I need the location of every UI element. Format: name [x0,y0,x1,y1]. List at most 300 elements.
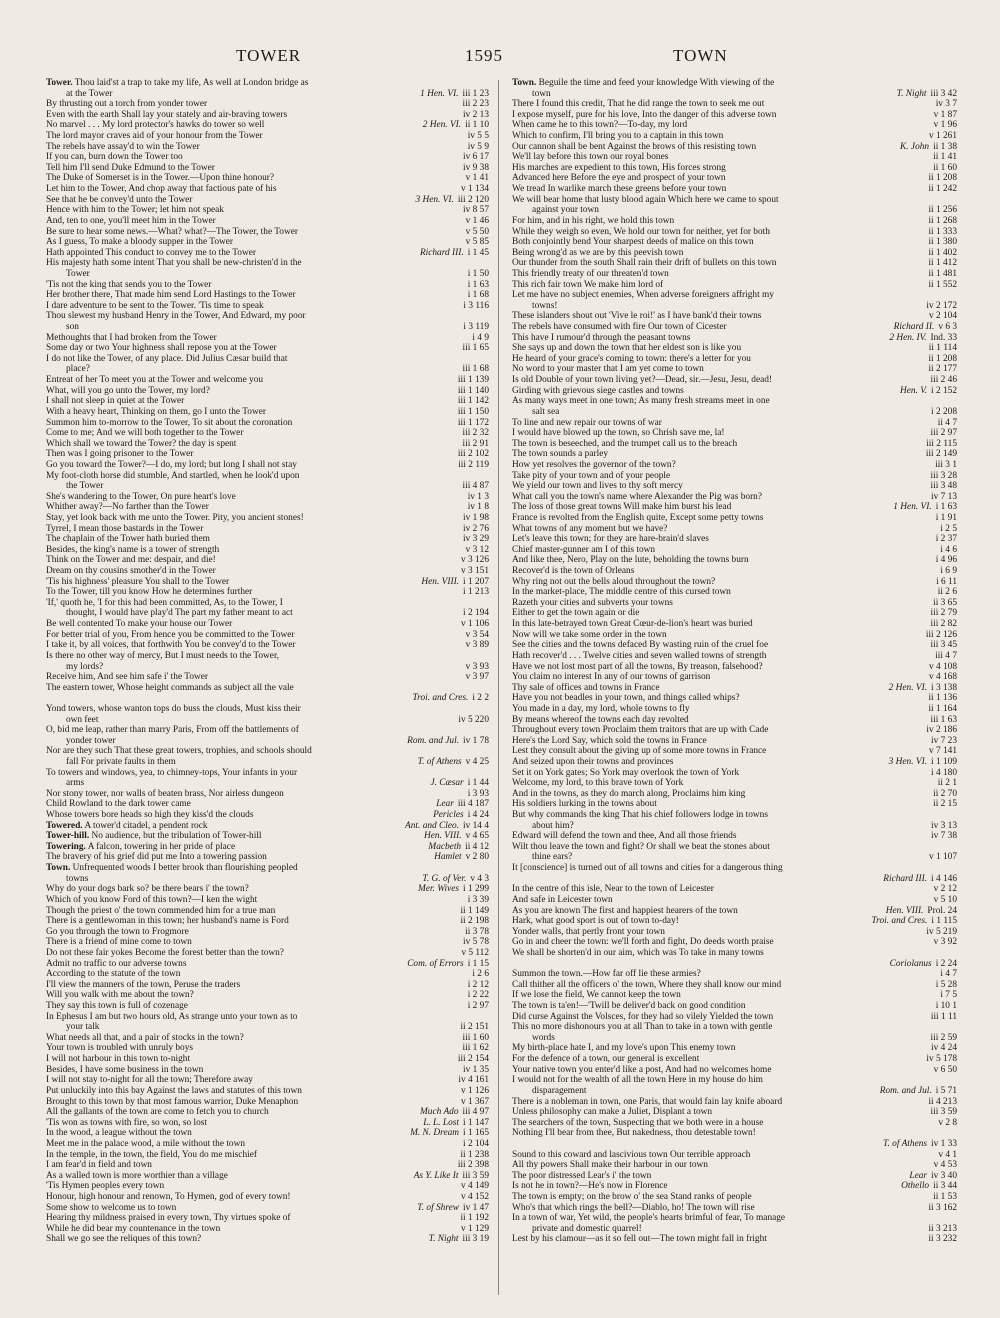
act-scene-line: i 2 5 [940,523,957,534]
quotation-text [46,821,208,831]
quotation-text [46,110,287,120]
quotation: Thou laid'st a trap to take my life, As well at London bridge as [74,78,309,88]
quotation-text [512,1054,699,1064]
citation [460,343,489,354]
quotation-text [512,768,739,778]
quotation-text [512,386,684,396]
act-scene-line: ii 4 213 [928,1096,957,1107]
act-scene-line: iii 1 60 [462,1032,489,1043]
quotation-text [512,354,751,364]
quotation-text [46,842,235,852]
act-scene-line: v 1 134 [460,184,489,195]
concordance-line [46,216,489,227]
quotation: Receive him, And see him safe i' the Tower [46,672,208,683]
act-scene-line: iv 3 7 [935,99,957,110]
quotation-text [512,322,727,332]
citation [923,301,957,312]
act-scene-line: i 4 146 [931,873,957,884]
quotation-text [512,184,726,194]
quotation: She's wandering to the Tower, On pure heart's love [46,491,236,502]
quotation: Take pity of your town and of your people [512,470,671,481]
concordance-line [512,736,957,747]
citation [455,1075,489,1086]
citation [458,1181,489,1192]
act-scene-line: i 6 9 [940,566,957,577]
citation [458,1192,489,1203]
quotation: I dare adventure to be sent to the Tower. 'Tis time to speak [46,300,264,311]
act-scene-line: iv 8 57 [463,205,489,216]
concordance-line [512,990,957,1001]
concordance-line [512,460,957,471]
concordance-line [46,906,489,917]
quotation: In this late-betrayed town Great Cœur-de-lion's heart was buried [512,619,753,630]
quotation: What call you the town's name where Alexander the Pig was born? [512,491,762,502]
quotation: In a town of war, Yet wild, the people's hearts brimful of fear, To manage [512,1213,786,1224]
act-scene-line: ii 2 70 [933,788,957,799]
act-scene-line: v 2 8 [938,1117,957,1128]
quotation-text [46,789,284,799]
act-scene-line: iv 3 29 [463,534,489,545]
citation [925,237,957,248]
concordance-line [512,1224,957,1235]
play-title: Richard III. [883,873,928,884]
citation [458,619,489,630]
citation [460,1043,489,1054]
act-scene-line: v 1 261 [928,131,957,142]
act-scene-line: iii 2 59 [930,1032,957,1043]
play-title: Hen. VIII. [421,576,460,587]
act-scene-line: ii 1 380 [928,237,957,248]
quotation: See that he be convey'd unto the Tower [46,194,193,205]
quotation: Call thither all the officers o' the town, Where they shall know our mind [512,979,782,990]
quotation-text [46,1192,291,1202]
concordance-line [512,608,957,619]
quotation-text [512,906,738,916]
quotation: This no more dishonours you at all Than to take in a town with gentle [512,1022,773,1033]
concordance-line [46,693,489,704]
quotation-text [46,1097,298,1107]
play-title: Troi. and Cres. [871,916,928,927]
quotation: Yond towers, whose wanton tops do buss the clouds, Must kiss their [46,703,301,714]
concordance-line [46,683,489,694]
concordance-line [46,831,489,842]
citation [458,1086,489,1097]
concordance-line [512,598,957,609]
quotation: The poor distressed Lear's i' the town [512,1170,652,1181]
quotation: Which of you know Ford of this town?—I ken the wight [46,894,258,905]
citation [418,577,489,588]
concordance-line [512,757,957,768]
citation [923,725,957,736]
act-scene-line: i 3 119 [463,322,489,333]
concordance-line [46,492,489,503]
citation [925,216,957,227]
act-scene-line: v 4 149 [460,1181,489,1192]
citation [460,428,489,439]
act-scene-line: v 7 141 [928,746,957,757]
citation [455,1054,489,1065]
citation [455,386,489,397]
citation [430,810,489,821]
quotation: town [532,88,551,99]
quotation-text [512,1012,773,1022]
act-scene-line: ii 1 41 [933,152,957,163]
act-scene-line: iv 1 3 [467,491,489,502]
act-scene-line: iv 4 24 [931,1043,957,1054]
citation [433,799,489,810]
concordance-line [512,152,957,163]
citation [928,1033,957,1044]
quotation-text [512,608,639,618]
concordance-line [512,1097,957,1108]
concordance-line [46,927,489,938]
quotation-text [512,1160,708,1170]
citation [460,1065,489,1076]
concordance-line [46,280,489,291]
play-title: Hen. VIII. [885,905,924,916]
concordance-line [512,672,957,683]
quotation-text [46,248,256,258]
play-title: 2 Hen. VI. [422,120,462,131]
quotation: Go in and cheer the town: we'll forth and fight, Do deeds worth praise [512,937,774,948]
citation [460,163,489,174]
quotation-text [46,333,217,343]
concordance-line [512,386,957,397]
quotation-text [46,481,103,491]
act-scene-line: iii 4 187 [457,799,489,810]
concordance-line [46,969,489,980]
quotation-text [512,428,725,438]
quotation-text [46,99,207,109]
act-scene-line: iii 2 398 [457,1160,489,1171]
quotation: Which to confirm, I'll bring you to a captain in this town [512,131,724,142]
quotation: place? [66,364,90,375]
citation [458,948,489,959]
act-scene-line: i 3 39 [467,894,489,905]
quotation-text [46,460,297,470]
quotation-text [46,280,211,290]
act-scene-line: iv 1 33 [931,1138,957,1149]
act-scene-line: ii 2 15 [933,799,957,810]
concordance-line [46,120,489,131]
concordance-line [512,906,957,917]
concordance-line [512,874,957,885]
concordance-line [46,1171,489,1182]
act-scene-line: v 1 367 [460,1096,489,1107]
concordance-line [46,354,489,365]
left-column [46,78,489,1245]
concordance-line [46,651,489,662]
concordance-line [512,916,957,927]
quotation: In Ephesus I am but two hours old, As strange unto your town as to [46,1011,298,1022]
quotation: The chaplain of the Tower hath buried them [46,534,210,545]
quotation: I would not for the wealth of all the town Here in my house do him [512,1075,763,1086]
quotation-text [512,916,679,926]
citation [928,715,957,726]
quotation-text [512,789,745,799]
quotation: fall For private faults in them [66,757,176,767]
quotation-text [46,386,210,396]
citation [925,1097,957,1108]
concordance-line [512,418,957,429]
concordance-line [512,1107,957,1118]
act-scene-line: ii 1 256 [928,205,957,216]
citation [465,980,489,991]
quotation: And, ten to one, you'll meet him in the Tower [46,215,216,226]
act-scene-line: v 1 41 [465,173,489,184]
quotation-text [46,725,299,735]
concordance-line [512,195,957,206]
quotation-text [512,78,774,88]
citation [460,364,489,375]
concordance-line [512,99,957,110]
quotation: Chief master-gunner am I of this town [512,544,656,555]
concordance-line [46,672,489,683]
act-scene-line: ii 1 149 [460,905,489,916]
act-scene-line: i 1 45 [467,247,489,258]
act-scene-line: ii 3 44 [933,1181,957,1192]
quotation: I shall not sleep in quiet at the Tower [46,396,185,407]
quotation: A tower'd citadel, a pendent rock [84,820,208,831]
quotation: Entreat of her To meet you at the Tower and welcome you [46,375,264,386]
play-title: Othello [901,1181,930,1192]
quotation-text [46,990,194,1000]
concordance-line [46,110,489,121]
citation [928,492,957,503]
act-scene-line: iv 7 13 [931,491,957,502]
quotation-text [46,927,189,937]
concordance-line [46,768,489,779]
act-scene-line: ii 1 333 [928,226,957,237]
citation [465,280,489,291]
quotation: Yonder walls, that pertly front your town [512,926,665,937]
citation [457,906,489,917]
concordance-line [512,322,957,333]
act-scene-line: i 2 194 [463,608,489,619]
concordance-line [512,630,957,641]
act-scene-line: ii 1 53 [933,1191,957,1202]
citation [404,959,489,970]
quotation-text [512,736,707,746]
concordance-line [46,852,489,863]
act-scene-line: v 6 50 [933,1064,957,1075]
concordance-line [512,1012,957,1023]
play-title: T. of Athens [417,757,462,767]
concordance-line [512,799,957,810]
act-scene-line: ii 3 213 [928,1223,957,1234]
quotation-text [512,333,690,343]
citation [458,1097,489,1108]
act-scene-line: iv 1 78 [463,735,489,746]
citation [897,386,957,397]
act-scene-line: iv 2 172 [926,300,957,311]
quotation-text [46,874,88,884]
quotation: Shall we go see the reliques of this town? [46,1234,202,1245]
citation [931,884,957,895]
concordance-line [46,1181,489,1192]
concordance-line [46,386,489,397]
quotation: No audience, but the tribulation of Tower-hill [91,831,262,842]
quotation-text [512,1043,735,1053]
quotation: Whither away?—No farther than the Tower [46,502,209,513]
act-scene-line: v 4 3 [470,873,489,884]
quotation-text [46,715,98,725]
quotation-text [46,1075,253,1085]
quotation: Why ring not out the bells aloud throughout the town? [512,576,716,587]
quotation: In the market-place, The middle centre of this cursed town [512,587,731,598]
citation [933,1001,957,1012]
headword: Tower. [46,78,73,88]
play-title: 3 Hen. VI. [415,194,454,205]
act-scene-line: iii 1 139 [457,375,489,386]
concordance-line [512,895,957,906]
quotation-text [512,89,551,99]
act-scene-line: ii 1 208 [928,353,957,364]
quotation: In the centre of this isle, Near to the town of Leicester [512,884,714,895]
quotation-text [46,948,284,958]
play-title: K. John [900,141,930,152]
citation [469,333,489,344]
concordance-line [46,418,489,429]
act-scene-line: ii 3 232 [928,1234,957,1245]
quotation: All thy powers Shall make their harbour in our town [512,1160,708,1171]
act-scene-line: iii 1 23 [462,88,489,99]
quotation-text [512,513,763,523]
quotation: Be sure to hear some news.—What? what?—The Tower, the Tower [46,226,298,237]
concordance-line [512,290,957,301]
act-scene-line: i 1 147 [463,1117,489,1128]
concordance-line [512,545,957,556]
quotation: There I found this credit, That he did range the town to seek me out [512,99,765,110]
quotation: Is there no other way of mercy, But I must needs to the Tower, [46,650,280,661]
citation [455,715,489,726]
quotation-text [46,1150,257,1160]
citation [455,396,489,407]
concordance-line [512,301,957,312]
citation [420,1118,489,1129]
quotation: We will bear home that lusty blood again Which here we came to spout [512,194,779,205]
quotation-text [512,895,613,905]
quotation-text [46,959,186,969]
act-scene-line: i 6 11 [936,576,957,587]
quotation: Tell him I'll send Duke Edmund to the Tower [46,162,215,173]
quotation-text [512,640,768,650]
concordance-line [46,449,489,460]
concordance-line [512,693,957,704]
play-title: Coriolanus [889,958,932,969]
concordance-line [46,1139,489,1150]
citation [880,874,957,885]
quotation: I am fear'd in field and town [46,1160,152,1171]
concordance-line [512,258,957,269]
quotation-text [46,152,183,162]
act-scene-line: iii 1 172 [457,417,489,428]
concordance-line [512,1192,957,1203]
concordance-line [512,142,957,153]
quotation: Besides, I have some business in the town [46,1064,204,1075]
concordance-line [46,460,489,471]
act-scene-line: v 2 80 [465,852,489,863]
quotation: yonder tower [66,735,116,746]
quotation-text [512,311,761,321]
play-title: T. G. of Ver. [422,873,467,884]
quotation-text [46,1139,245,1149]
concordance-line [46,163,489,174]
quotation-text [512,746,766,756]
quotation-text [512,555,749,565]
citation [928,1043,957,1054]
quotation: Nothing I'll bear from thee, But nakedness, thou detestable town! [512,1128,756,1139]
quotation: Meet me in the palace wood, a mile without the town [46,1138,246,1149]
citation [926,131,957,142]
act-scene-line: i 4 6 [940,544,957,555]
act-scene-line: iii 3 59 [930,1107,957,1118]
right-column [512,78,957,1245]
quotation-text [46,322,79,332]
quotation-text [512,152,668,162]
citation [465,269,489,280]
citation [465,142,489,153]
play-title: Hamlet [434,852,462,863]
act-scene-line: iv 3 13 [931,820,957,831]
quotation: salt sea [532,406,560,417]
citation [419,874,489,885]
quotation-text [512,757,673,767]
citation [926,311,957,322]
quotation: Lest they consult about the giving up of some more towns in France [512,746,767,757]
act-scene-line: iii 4 7 [935,650,957,661]
concordance-line [512,1065,957,1076]
concordance-line [512,354,957,365]
citation [458,184,489,195]
concordance-line [46,1012,489,1023]
quotation-text [46,131,263,141]
citation [420,120,489,131]
quotation-text [512,1033,555,1043]
quotation-text [46,831,262,841]
concordance-line [46,78,489,89]
quotation-text [46,566,216,576]
act-scene-line: v 4 65 [465,831,489,842]
concordance-line [46,1001,489,1012]
quotation: the Tower [66,481,104,492]
quotation: Edward will defend the town and thee, And all those friends [512,831,737,842]
quotation: She says up and down the town that her eldest son is like you [512,343,742,354]
concordance-line [46,407,489,418]
quotation: I would have blowed up the town, so Chrish save me, la! [512,428,725,439]
concordance-line [512,375,957,386]
citation [421,831,489,842]
quotation-text [512,1075,763,1085]
play-title: T. Night [896,88,927,99]
quotation: Advanced here Before the eye and prospect of your town [512,173,726,184]
citation [937,990,957,1001]
concordance-line [512,768,957,779]
citation [460,205,489,216]
concordance-line [46,587,489,598]
concordance-line [512,842,957,853]
quotation: Think on the Tower and me: despair, and die! [46,555,216,566]
act-scene-line: iv 5 220 [458,714,489,725]
concordance-line [46,704,489,715]
act-scene-line: iii 2 32 [462,428,489,439]
citation [928,375,957,386]
quotation-text [512,630,667,640]
citation [928,640,957,651]
quotation: Hath recover'd . . . Twelve cities and seven walled towns of strength [512,650,767,661]
act-scene-line: v 1 107 [928,852,957,863]
citation [463,216,489,227]
